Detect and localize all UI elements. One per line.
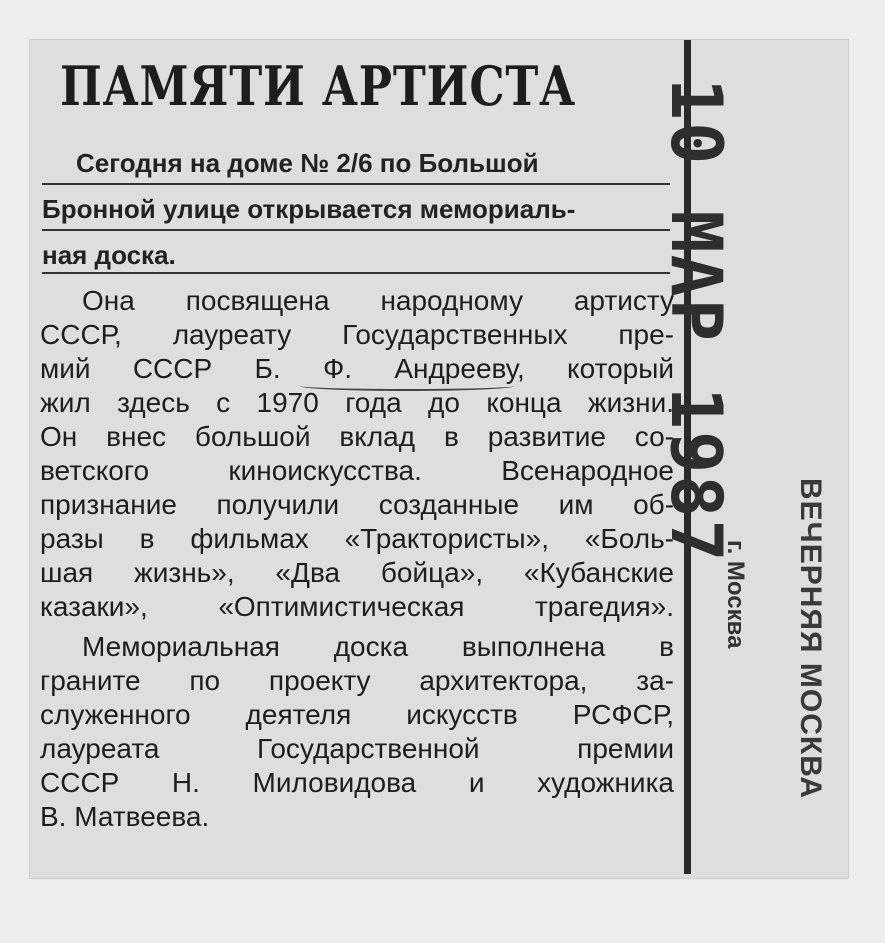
body-line: граните по проекту архитектора, за-	[40, 665, 674, 696]
body-line: шая жизнь», «Два бойца», «Кубанские	[40, 557, 674, 588]
lead-line: Бронной улице открывается мемориаль-	[42, 194, 576, 224]
body-line: признание получили созданные им об-	[40, 489, 674, 520]
newspaper-name-stamp: ВЕЧЕРНЯЯ МОСКВА	[794, 478, 827, 800]
body-line: лауреата Государственной премии	[40, 733, 674, 764]
lead-rule	[42, 272, 670, 274]
body-line: Он внес большой вклад в развитие со-	[40, 421, 674, 452]
body-line: СССР Н. Миловидова и художника	[40, 767, 674, 798]
body-line: разы в фильмах «Трактористы», «Боль-	[40, 523, 674, 554]
body-line: жил здесь с 1970 года до конца жизни.	[40, 387, 674, 418]
lead-line: ная доска.	[42, 240, 176, 270]
body-line: В. Матвеева.	[40, 801, 210, 832]
city-stamp: г. Москва	[722, 540, 749, 649]
date-stamp: 10 МАР 1987	[655, 78, 737, 564]
pencil-underline	[300, 381, 514, 391]
body-line: СССР, лауреату Государственных пре-	[40, 319, 674, 350]
lead-line: Сегодня на доме № 2/6 по Большой	[76, 148, 539, 178]
article-headline: ПАМЯТИ АРТИСТА	[60, 54, 577, 118]
body-line: мий СССР Б. Ф. Андрееву, который	[40, 353, 674, 384]
body-line: служенного деятеля искусств РСФСР,	[40, 699, 674, 730]
lead-rule	[42, 229, 670, 231]
body-line: Мемориальная доска выполнена в	[82, 631, 674, 662]
lead-rule	[42, 183, 670, 185]
body-line: казаки», «Оптимистическая трагедия».	[40, 591, 674, 622]
body-line: ветского киноискусства. Всенародное	[40, 455, 674, 486]
body-line: Она посвящена народному артисту	[82, 285, 674, 316]
